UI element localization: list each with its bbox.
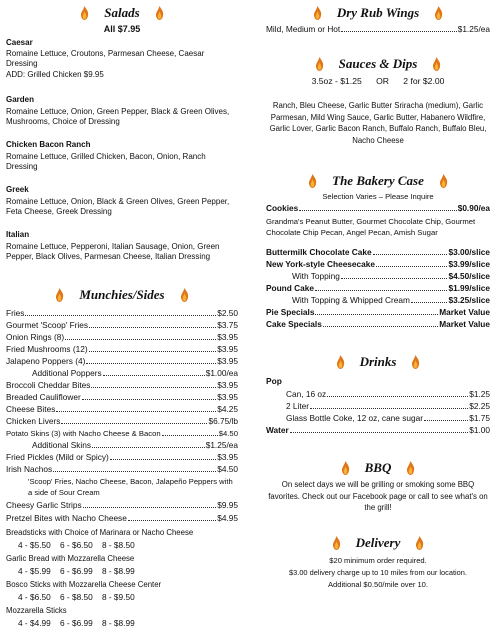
menu-row: Gourmet 'Scoop' Fries $3.75 (6, 320, 238, 330)
bbq-title: BBQ (364, 460, 392, 475)
salads-price: All $7.95 (103, 24, 141, 34)
delivery-title: Delivery (355, 535, 401, 550)
flame-icon (415, 536, 424, 550)
menu-row: Can, 16 oz $1.25 (286, 389, 490, 399)
menu-row: New York-style Cheesecake $3.99/slice (266, 259, 490, 269)
sauces-list: Ranch, Bleu Cheese, Garlic Butter Sriracha (medium), Garlic Parmesan, Mild Wing Sauce, Garlic Butter, Habanero Wildfire, Garlic Lover, Garlic Bacon Ranch, Buffalo Ranch, Buffalo Bleu, Nacho Cheese (269, 101, 487, 145)
sauces-header (266, 54, 490, 74)
menu-row: With Topping $4.50/slice (292, 271, 490, 281)
salad-name: Greek (6, 185, 29, 194)
flame-icon (336, 355, 345, 369)
delivery-line2: $3.00 delivery charge up to 10 miles from our location. (289, 568, 467, 577)
menu-row: 2 Liter $2.25 (286, 401, 490, 411)
flame-icon (80, 6, 89, 20)
menu-row: Fried Mushrooms (12) $3.95 (6, 344, 238, 354)
flame-icon (434, 6, 443, 20)
flame-icon (411, 355, 420, 369)
pop-label: Pop (266, 376, 282, 386)
salad-desc: Romaine Lettuce, Onion, Black & Green Olives, Green Pepper, Feta Cheese, Greek Dressing (6, 197, 230, 216)
bakery-header (266, 171, 490, 191)
menu-row: Additional Skins $1.25/ea (32, 440, 238, 450)
menu-row: Chicken Livers $6.75/lb (6, 416, 238, 426)
flame-icon (332, 536, 341, 550)
menu-row: Pound Cake $1.99/slice (266, 283, 490, 293)
salads-header (6, 3, 238, 23)
bakery-title: The Bakery Case (332, 173, 424, 188)
menu-row: Water $1.00 (266, 425, 490, 435)
nachos-desc: 'Scoop' Fries, Nacho Cheese, Bacon, Jalapeño Peppers with a side of Sour Cream (28, 477, 233, 497)
drinks-header (266, 352, 490, 372)
bbq-text: On select days we will be grilling or smoking some BBQ favorites. Check out our Facebook page or call to see what's on the grill! (268, 480, 488, 512)
menu-row: Mild, Medium or Hot $1.25/ea (266, 24, 490, 34)
sides-header (6, 285, 238, 305)
flame-icon (55, 288, 64, 302)
salad-name: Garden (6, 95, 35, 104)
salad-extra: ADD: Grilled Chicken $9.95 (6, 70, 104, 79)
menu-row: With Topping & Whipped Cream $3.25/slice (292, 295, 490, 305)
garlic-bread-prices: 4 - $5.99 6 - $6.99 8 - $8.99 (18, 566, 135, 576)
salad-name: Caesar (6, 38, 33, 47)
delivery-header (266, 533, 490, 553)
wings-header (266, 3, 490, 23)
flame-icon (439, 174, 448, 188)
menu-row: Additional Poppers $1.00/ea (32, 368, 238, 378)
flame-icon (313, 6, 322, 20)
menu-row: Breaded Cauliflower $3.95 (6, 392, 238, 402)
delivery-line3: Additional $0.50/mile over 10. (327, 580, 429, 589)
menu-row: Buttermilk Chocolate Cake $3.00/slice (266, 247, 490, 257)
flame-icon (180, 288, 189, 302)
menu-row: Irish Nachos $4.50 (6, 464, 238, 474)
sides-title: Munchies/Sides (79, 287, 165, 302)
menu-row: Onion Rings (8) $3.95 (6, 332, 238, 342)
flame-icon (406, 461, 415, 475)
salad-desc: Romaine Lettuce, Grilled Chicken, Bacon, Onion, Ranch Dressing (6, 152, 206, 171)
salad-name: Italian (6, 230, 30, 239)
menu-row: Pie Specials Market Value (266, 307, 490, 317)
menu-row: Cake Specials Market Value (266, 319, 490, 329)
bakery-note: Selection Varies – Please Inquire (322, 192, 434, 201)
salad-desc: Romaine Lettuce, Onion, Green Pepper, Black & Green Olives, Mushrooms, Choice of Dressing (6, 107, 230, 126)
mozz-label: Mozzarella Sticks (6, 606, 67, 615)
delivery-line1: $20 minimum order required. (329, 556, 427, 565)
mozz-prices: 4 - $4.99 6 - $6.99 8 - $8.99 (18, 618, 135, 628)
menu-row: Cookies $0.90/ea (266, 203, 490, 213)
menu-row: Glass Bottle Coke, 12 oz, cane sugar $1.75 (286, 413, 490, 423)
breadsticks-prices: 4 - $5.50 6 - $6.50 8 - $8.50 (18, 540, 135, 550)
flame-icon (315, 57, 324, 71)
flame-icon (155, 6, 164, 20)
menu-row: Cheesy Garlic Strips $9.95 (6, 500, 238, 510)
salad-name: Chicken Bacon Ranch (6, 140, 91, 149)
breadsticks-label: Breadsticks with Choice of Marinara or Nacho Cheese (6, 528, 194, 537)
sauces-price-line: 3.5oz - $1.25 OR 2 for $2.00 (311, 76, 445, 86)
flame-icon (341, 461, 350, 475)
menu-row: Broccoli Cheddar Bites $3.95 (6, 380, 238, 390)
salad-desc: Romaine Lettuce, Pepperoni, Italian Sausage, Onion, Green Pepper, Black Olives, Parmesan Cheese, Italian Dressing (6, 242, 220, 261)
cookies-desc: Grandma's Peanut Butter, Gourmet Chocolate Chip, Gourmet Chocolate Chip Pecan, Angel Pecan, Amish Sugar (266, 217, 476, 237)
bbq-header (266, 458, 490, 478)
flame-icon (308, 174, 317, 188)
sauces-title: Sauces & Dips (338, 56, 418, 71)
bosco-prices: 4 - $6.50 6 - $8.50 8 - $9.50 (18, 592, 135, 602)
menu-row: Fried Pickles (Mild or Spicy) $3.95 (6, 452, 238, 462)
garlic-bread-label: Garlic Bread with Mozzarella Cheese (6, 554, 135, 563)
menu-row: Cheese Bites $4.25 (6, 404, 238, 414)
menu-row: Pretzel Bites with Nacho Cheese $4.95 (6, 513, 238, 523)
bosco-label: Bosco Sticks with Mozzarella Cheese Center (6, 580, 162, 589)
wings-title: Dry Rub Wings (336, 5, 420, 20)
menu-row: Jalapeno Poppers (4) $3.95 (6, 356, 238, 366)
salads-title: Salads (104, 5, 140, 20)
menu-row: Potato Skins (3) with Nacho Cheese & Bacon $4.50 (6, 429, 238, 438)
flame-icon (432, 57, 441, 71)
drinks-title: Drinks (359, 354, 397, 369)
menu-row: Fries $2.50 (6, 308, 238, 318)
salad-desc: Romaine Lettuce, Croutons, Parmesan Cheese, Caesar Dressing (6, 49, 205, 68)
